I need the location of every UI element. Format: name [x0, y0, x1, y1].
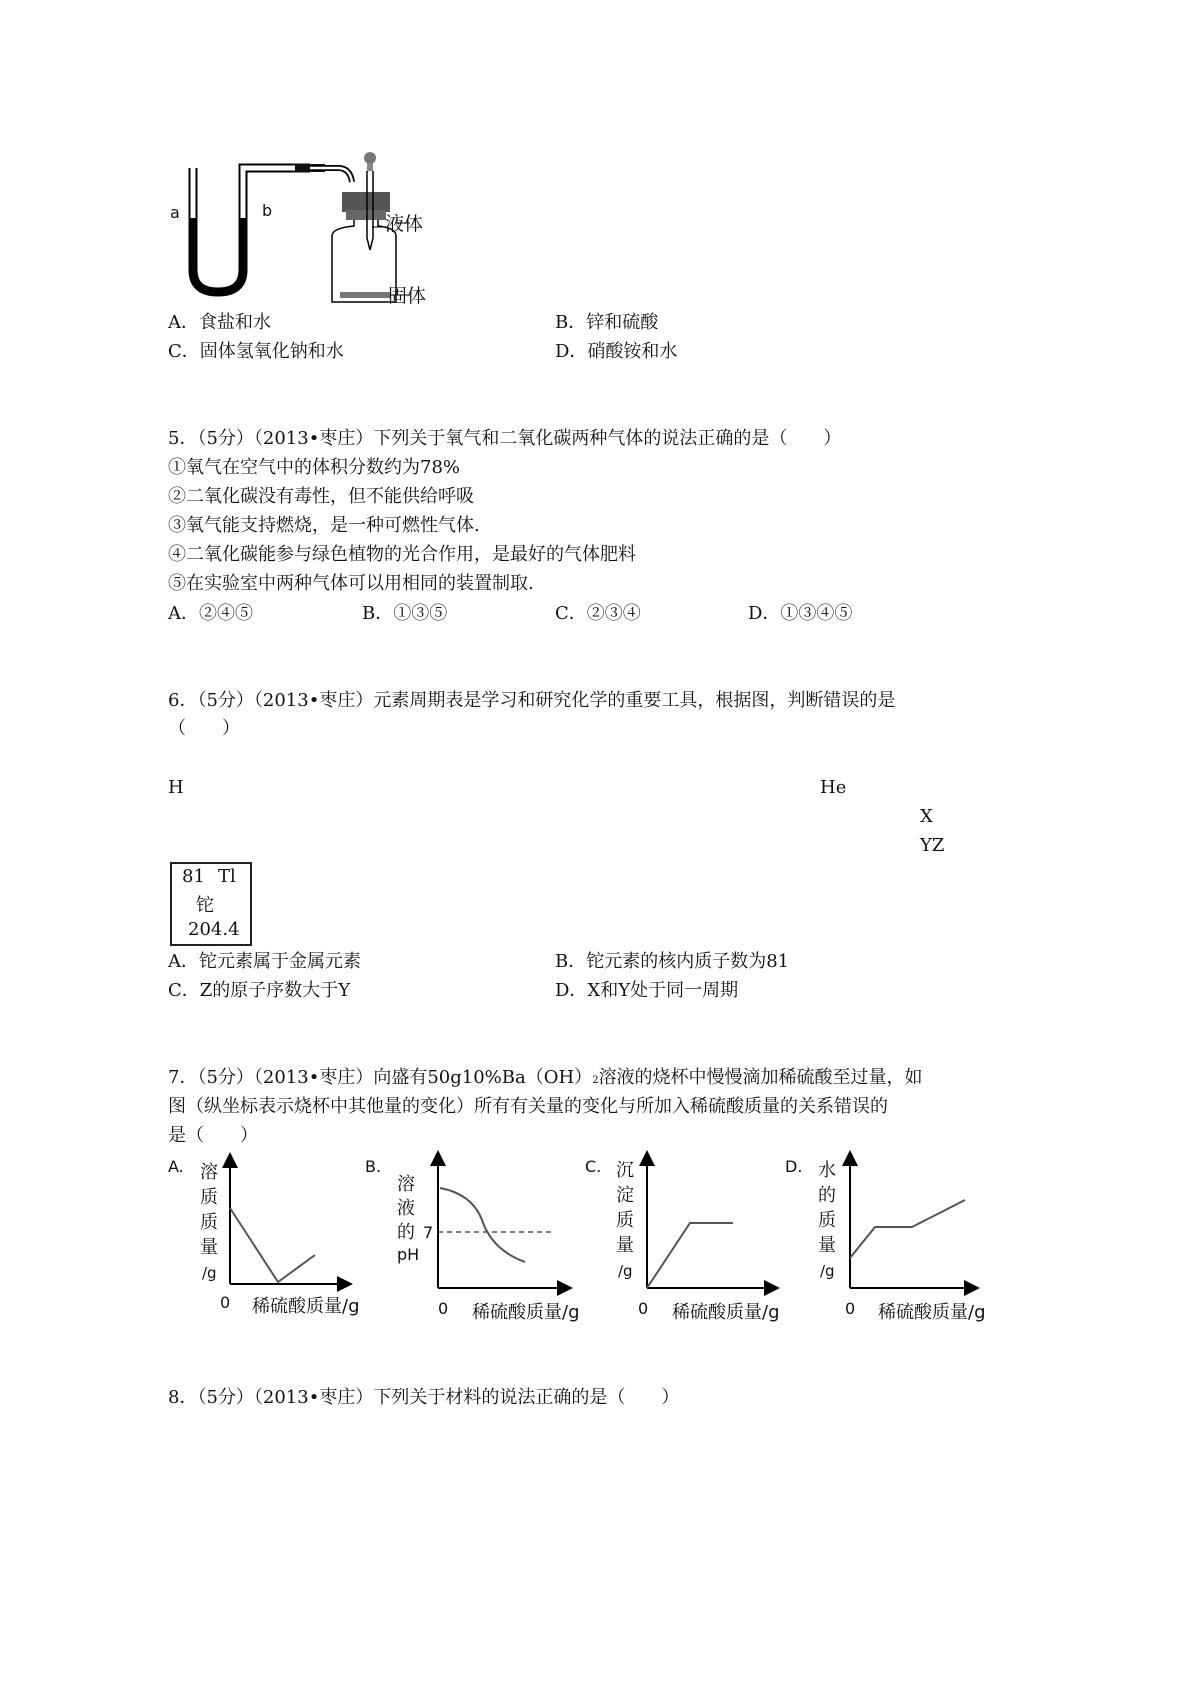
q4-option-a: A．食盐和水 [168, 312, 271, 333]
xlabel: 稀硫酸质量/g [472, 1302, 580, 1323]
q5-statement: ④二氧化碳能参与绿色植物的光合作用，是最好的气体肥料 [168, 544, 636, 565]
curve [440, 1188, 525, 1262]
q5-option-b: B．①③⑤ [362, 603, 448, 624]
label-liquid: 液体 [385, 213, 424, 235]
ylabel-char: 沉 [616, 1160, 634, 1181]
ylabel-char: 水 [818, 1160, 836, 1181]
ylabel-char: 质 [818, 1210, 836, 1231]
graph-c [585, 1157, 780, 1323]
q6-option-c: C．Z的原子序数大于Y [168, 980, 351, 1001]
q4-option-d: D．硝酸铵和水 [555, 341, 678, 362]
ylabel-char: 量 [200, 1237, 218, 1258]
graph-letter: A. [168, 1157, 184, 1176]
q7-graphs [160, 1150, 1020, 1330]
q6-stem: 6．（5分）（2013•枣庄）元素周期表是学习和研究化学的重要工具，根据图，判断错误的是 [168, 690, 896, 711]
u-tube [193, 164, 352, 292]
ylabel-char: 液 [397, 1198, 415, 1219]
origin-label: 0 [220, 1293, 231, 1312]
curve [850, 1200, 965, 1258]
q7-stem-line2: 图（纵坐标表示烧杯中其他量的变化）所有有关量的变化与所加入稀硫酸质量的关系错误的 [168, 1096, 888, 1117]
label-a: a [170, 203, 180, 222]
ylabel-char: 质 [200, 1187, 218, 1208]
q5-option-d: D．①③④⑤ [748, 603, 853, 624]
curve [230, 1208, 315, 1282]
ylabel-char: 的 [818, 1185, 836, 1206]
label-b: b [262, 201, 273, 220]
ylabel-char: pH [397, 1245, 420, 1264]
ylabel-char: 淀 [616, 1185, 634, 1206]
q6-option-b: B．铊元素的核内质子数为81 [555, 951, 790, 972]
atomic-mass: 204.4 [188, 919, 240, 940]
xlabel: 稀硫酸质量/g [252, 1296, 360, 1317]
ylabel-unit: /g [618, 1262, 633, 1280]
q5-option-a: A．②④⑤ [168, 603, 253, 624]
graph-d [785, 1157, 986, 1323]
ylabel-char: 溶 [200, 1162, 218, 1183]
q7-stem-a: 7．（5分）（2013•枣庄）向盛有50g10%Ba（OH） [168, 1067, 593, 1088]
graph-letter: B. [365, 1157, 382, 1176]
element-card-tl [170, 862, 252, 946]
origin-label: 0 [845, 1299, 856, 1318]
q8-stem: 8．（5分）（2013•枣庄）下列关于材料的说法正确的是（ ） [168, 1387, 680, 1408]
apparatus-figure [160, 130, 460, 310]
origin-label: 0 [438, 1299, 449, 1318]
graph-a [168, 1157, 360, 1317]
atomic-number: 81 [182, 866, 205, 887]
ylabel-char: 量 [818, 1235, 836, 1256]
ylabel-char: 质 [616, 1210, 634, 1231]
element-symbol: Tl [218, 866, 236, 887]
ylabel-char: 量 [616, 1235, 634, 1256]
element-name: 铊 [196, 895, 214, 916]
ylabel-char: 溶 [397, 1174, 415, 1195]
table-x: X [920, 806, 933, 827]
q7-subscript: 2 [592, 1075, 599, 1086]
ylabel-unit: /g [820, 1262, 835, 1280]
q5-option-c: C．②③④ [555, 603, 641, 624]
q6-stem-cont: （ ） [168, 718, 240, 739]
q5-statement: ⑤在实验室中两种气体可以用相同的装置制取. [168, 573, 534, 594]
ylabel-char: 质 [200, 1212, 218, 1233]
table-h: H [168, 777, 184, 798]
q6-option-a: A．铊元素属于金属元素 [168, 951, 361, 972]
q5-statement: ②二氧化碳没有毒性，但不能供给呼吸 [168, 486, 474, 507]
ylabel-unit: /g [202, 1264, 217, 1282]
xlabel: 稀硫酸质量/g [672, 1302, 780, 1323]
graph-letter: C. [585, 1157, 602, 1176]
q6-option-d: D．X和Y处于同一周期 [555, 980, 739, 1001]
q5-statement: ③氧气能支持燃烧，是一种可燃性气体. [168, 515, 480, 536]
q7-stem-b: 溶液的烧杯中慢慢滴加稀硫酸至过量，如 [598, 1067, 923, 1088]
label-solid: 固体 [388, 285, 427, 307]
curve [647, 1223, 733, 1288]
q5-stem: 5．（5分）（2013•枣庄）下列关于氧气和二氧化碳两种气体的说法正确的是（ ） [168, 428, 842, 449]
q7-stem [168, 1067, 923, 1092]
ph7-label: 7 [423, 1223, 434, 1242]
graph-letter: D. [785, 1157, 803, 1176]
table-he: He [820, 777, 847, 798]
q7-stem-line3: 是（ ） [168, 1125, 258, 1146]
xlabel: 稀硫酸质量/g [878, 1302, 986, 1323]
origin-label: 0 [638, 1299, 649, 1318]
q4-option-c: C．固体氢氧化钠和水 [168, 341, 344, 362]
ylabel-char: 的 [397, 1222, 415, 1243]
table-yz: YZ [920, 835, 945, 856]
q5-statement: ①氧气在空气中的体积分数约为78% [168, 457, 461, 478]
graph-b [365, 1157, 580, 1323]
q4-option-b: B．锌和硫酸 [555, 312, 659, 333]
